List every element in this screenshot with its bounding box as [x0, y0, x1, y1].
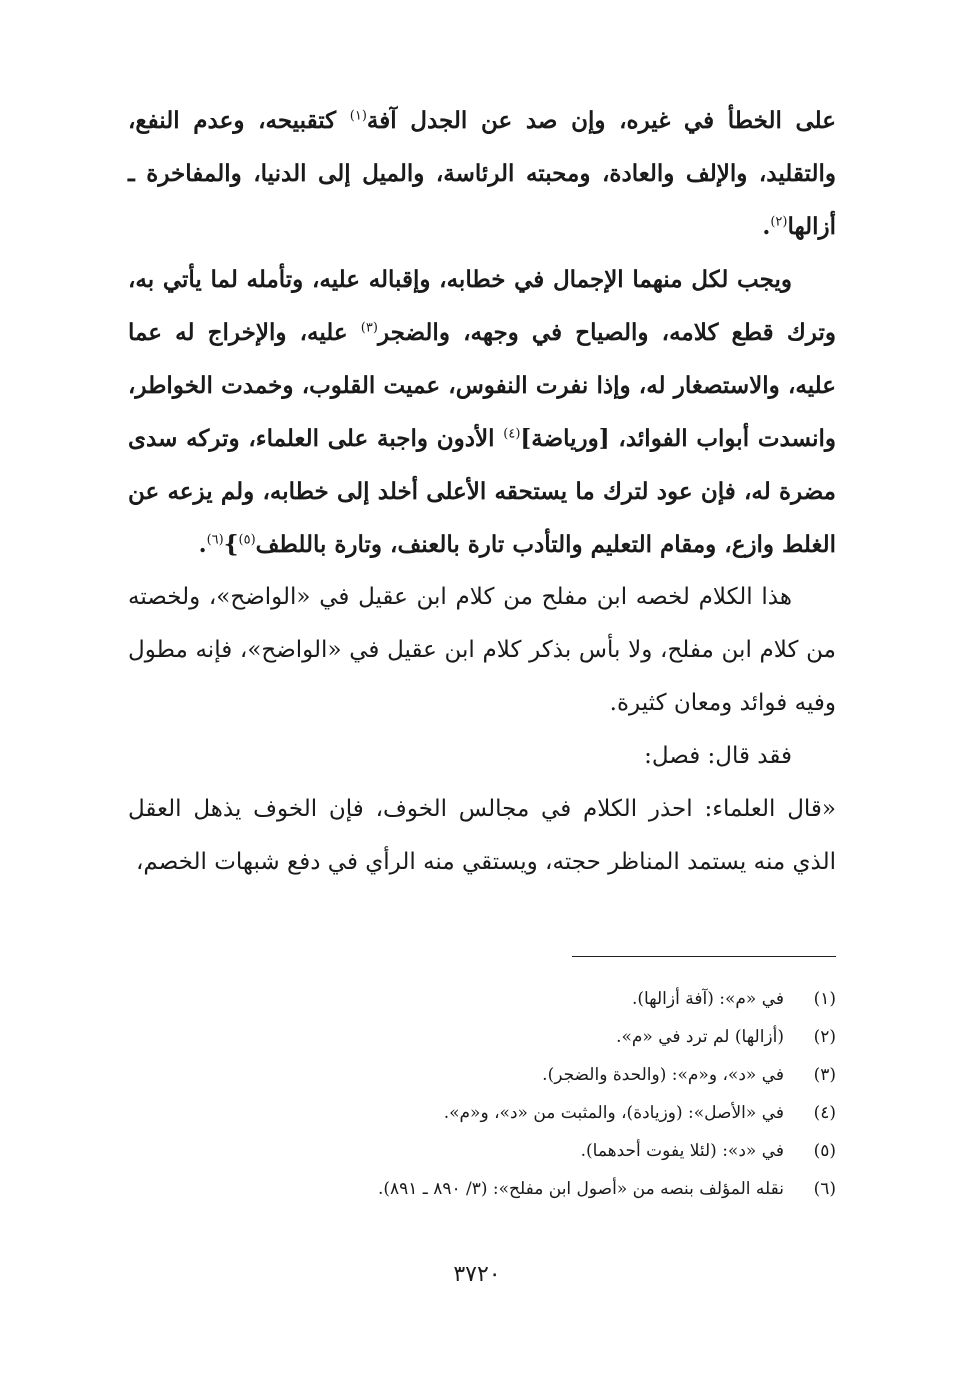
footnote-ref-6: (٦) [206, 532, 224, 548]
paragraph-5 [128, 783, 836, 889]
text-segment: على الخطأ في غيره، وإن صد عن الجدل آفة [366, 107, 836, 134]
footnote-text: في «م»: (آفة أزالها). [631, 989, 784, 1009]
main-text [128, 94, 836, 889]
page-number: ٣٧٢٠ [453, 1262, 501, 1287]
footnote-text: في «د»: (لئلا يفوت أحدهما). [580, 1141, 784, 1161]
footnote-number: (١) [813, 989, 836, 1009]
footnotes-list [216, 980, 836, 1208]
footnote-ref-5: (٥) [238, 532, 256, 548]
text-segment: عليه، والإخراج له عما عليه، والاستصغار له، وإذا نفرت النفوس، عميت القلوب، وخمدت الخواطر، وانسدت أبواب الفوائد، [ورياضة] [128, 319, 836, 452]
footnote-text: (أزالها) لم ترد في «م». [616, 1027, 784, 1047]
text-segment: كتقبيحه، وعدم النفع، والتقليد، والإلف والعادة، ومحبته الرئاسة، والميل إلى الدنيا، والمفاخرة ـ أزالها [128, 107, 836, 240]
footnote-number: (٤) [813, 1103, 836, 1123]
footnote-item [216, 1094, 836, 1132]
footnote-number: (٣) [813, 1065, 836, 1085]
footnote-text: في «الأصل»: (وزيادة)، والمثبت من «د»، و«م». [443, 1103, 784, 1123]
footnote-item [216, 1018, 836, 1056]
footnote-item [216, 1132, 836, 1170]
footnote-ref-4: (٤) [503, 426, 521, 442]
footnote-number: (٢) [813, 1027, 836, 1047]
paragraph-4 [128, 730, 836, 783]
paragraph-3 [128, 571, 836, 730]
footnote-ref-1: (١) [349, 108, 367, 124]
footnote-ref-2: (٢) [770, 214, 788, 230]
text-segment: ويجب لكل منهما الإجمال في خطابه، وإقباله عليه، وتأمله لما يأتي به، وترك قطع كلامه، والصياح في وجهه، والضجر [128, 266, 836, 346]
text-segment: الأدون واجبة على العلماء، وتركه سدى مضرة له، فإن عود لترك ما يستحقه الأعلى أخلد إلى خطابه، ولم يزعه عن الغلط وازع، ومقام التعليم والتأدب تارة بالعنف، وتارة باللطف [128, 425, 836, 558]
footnote-item [216, 980, 836, 1018]
footnote-text: نقله المؤلف بنصه من «أصول ابن مفلح»: (٣/ ٨٩٠ ـ ٨٩١). [377, 1179, 784, 1199]
footnote-number: (٥) [813, 1141, 836, 1161]
text-segment: فقد قال: فصل: [644, 743, 792, 769]
text-segment: «قال العلماء: احذر الكلام في مجالس الخوف، فإن الخوف يذهل العقل الذي منه يستمد المناظر حجته، ويستقي منه الرأي في دفع شبهات الخصم، [128, 796, 836, 875]
paragraph-1 [128, 94, 836, 253]
text-segment: . [762, 213, 771, 240]
text-segment: هذا الكلام لخصه ابن مفلح من كلام ابن عقيل في «الواضح»، ولخصته من كلام ابن مفلح، ولا بأس بذكر كلام ابن عقيل في «الواضح»، فإنه مطول وفيه فوائد ومعان كثيرة. [128, 584, 836, 716]
footnote-number: (٦) [813, 1179, 836, 1199]
footnote-separator [572, 956, 836, 957]
footnote-item [216, 1170, 836, 1208]
paragraph-2 [128, 253, 836, 571]
text-segment: } [223, 531, 239, 558]
text-segment: . [198, 531, 207, 558]
footnote-ref-3: (٣) [360, 320, 378, 336]
footnote-text: في «د»، و«م»: (والحدة والضجر). [542, 1065, 784, 1085]
footnote-item [216, 1056, 836, 1094]
